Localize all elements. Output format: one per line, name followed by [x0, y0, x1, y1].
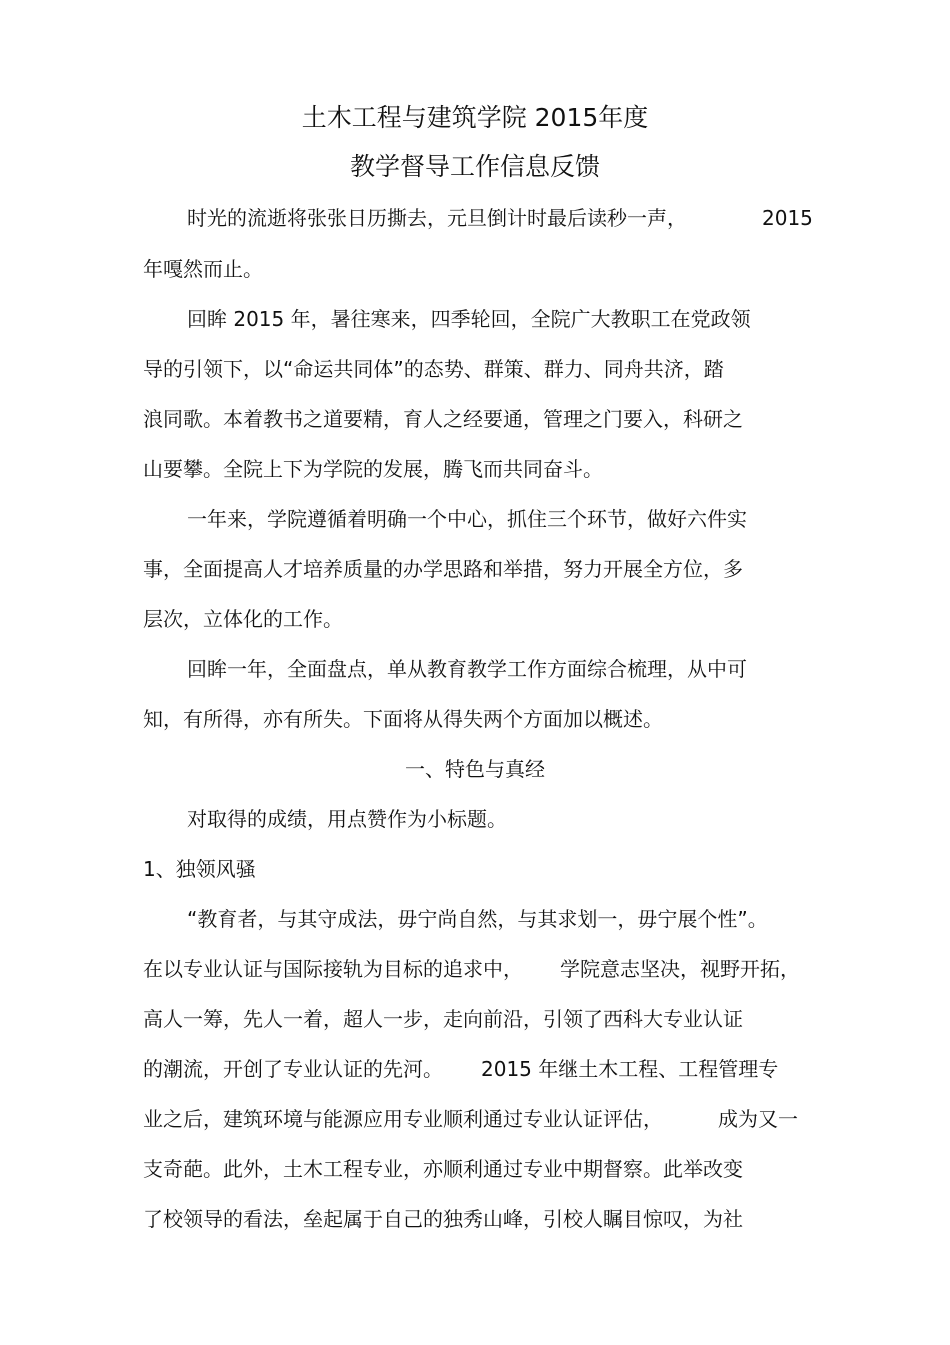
paragraph-line: 浪同歌。本着教书之道要精，育人之经要通，管理之门要入，科研之	[143, 407, 743, 431]
paragraph-line: 时光的流逝将张张日历撕去，元旦倒计时最后读秒一声，	[187, 206, 687, 230]
paragraph-line: 2015 年继土木工程、工程管理专	[481, 1057, 779, 1081]
paragraph-line: 支奇葩。此外，土木工程专业，亦顺利通过专业中期督察。此举改变	[143, 1157, 743, 1181]
paragraph-line: 2015	[762, 206, 813, 230]
paragraph-line: 知，有所得，亦有所失。下面将从得失两个方面加以概述。	[143, 707, 663, 731]
paragraph-line: 层次，立体化的工作。	[143, 607, 343, 631]
paragraph-line: 回眸 2015 年，暑往寒来，四季轮回，全院广大教职工在党政领	[187, 307, 751, 331]
paragraph-line: 回眸一年，全面盘点，单从教育教学工作方面综合梳理，从中可	[187, 657, 747, 681]
paragraph-line: 年嘎然而止。	[143, 257, 263, 281]
paragraph-line: 高人一筹，先人一着，超人一步，走向前沿，引领了西科大专业认证	[143, 1007, 743, 1031]
paragraph-line: 了校领导的看法，垒起属于自己的独秀山峰，引校人瞩目惊叹，为社	[143, 1207, 743, 1231]
paragraph-line: 学院意志坚决，视野开拓，	[560, 957, 800, 981]
paragraph-line: 的潮流，开创了专业认证的先河。	[143, 1057, 443, 1081]
document-subtitle: 教学督导工作信息反馈	[349, 152, 600, 181]
paragraph-line: 事，全面提高人才培养质量的办学思路和举措，努力开展全方位，多	[143, 557, 743, 581]
paragraph-line: 对取得的成绩，用点赞作为小标题。	[187, 807, 507, 831]
paragraph-line: 山要攀。全院上下为学院的发展，腾飞而共同奋斗。	[143, 457, 603, 481]
paragraph-line: 一年来，学院遵循着明确一个中心，抓住三个环节，做好六件实	[187, 507, 747, 531]
paragraph-line: 在以专业认证与国际接轨为目标的追求中，	[143, 957, 523, 981]
section-heading: 一、特色与真经	[405, 757, 545, 781]
paragraph-line: 业之后，建筑环境与能源应用专业顺利通过专业认证评估，	[143, 1107, 663, 1131]
document-title: 土木工程与建筑学院 2015年度	[301, 103, 649, 132]
paragraph-line: 成为又一	[718, 1107, 798, 1131]
paragraph-line: 导的引领下，以“命运共同体”的态势、群策、群力、同舟共济，踏	[143, 357, 724, 381]
paragraph-line: “教育者，与其守成法，毋宁尚自然，与其求划一，毋宁展个性”。	[187, 907, 768, 931]
subsection-heading: 1、独领风骚	[143, 857, 256, 881]
